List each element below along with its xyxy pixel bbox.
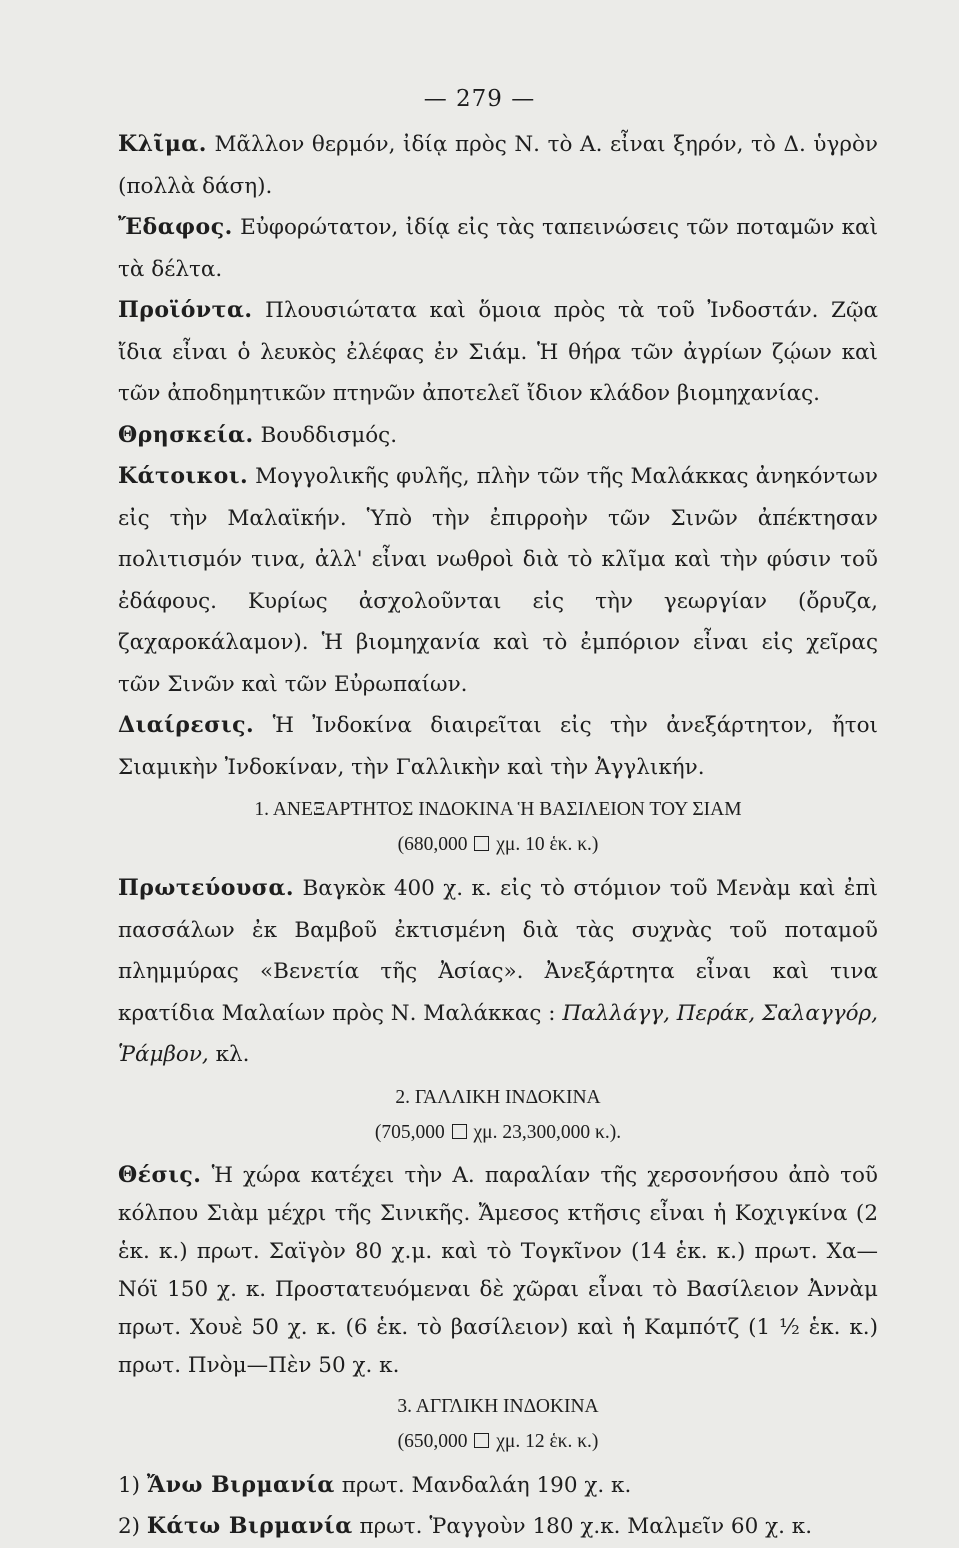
malay-states-list: Παλλάγγ, Περάκ, Σαλαγγόρ, Ῥάμβον, [118,1000,878,1067]
section-1-area-open: (680,000 [397,834,468,855]
section-1-area [118,827,878,862]
products-heading: Προϊόντα. [118,297,253,323]
section-3-area [118,1424,878,1459]
position-text: Ἡ χώρα κατέχει τὴν Α. παραλίαν τῆς χερσονήσου ἀπὸ τοῦ κόλπου Σιὰμ μέχρι τῆς Σινικῆς. Ἄμεσος κτῆσις εἶναι ἡ Κοχιγκίνα (2 ἑκ. κ.) πρωτ. Σαϊγὸν 80 χ.μ. καὶ τὸ Τογκῖνον (14 ἑκ. κ.) πρωτ. Χα—Νόϊ 150 χ. κ. Προστατευόμεναι δὲ χῶραι εἶναι τὸ Βασίλειον Ἀννὰμ πρωτ. Χουὲ 50 χ. κ. (6 ἑκ. τὸ βασίλειον) καὶ ἡ Καμπότζ (1 ½ ἑκ. κ.) πρωτ. Πνὸμ—Πὲν 50 χ. κ. [118,1162,878,1378]
soil-text: Εὐφορώτατον, ἰδίᾳ εἰς τὰς ταπεινώσεις τῶν ποταμῶν καὶ τὰ δέλτα. [118,215,878,282]
climate-paragraph [118,124,878,207]
capital-siam-tail: κλ. [215,1042,250,1067]
position-heading: Θέσις. [118,1161,202,1188]
soil-paragraph [118,207,878,290]
inhabitants-paragraph [118,456,878,705]
division-heading: Διαίρεσις. [118,712,255,738]
page-number: — 279 — [423,86,536,112]
page-body [118,124,878,1548]
position-paragraph [118,1156,878,1385]
section-2-area-open: (705,000 [374,1121,445,1143]
item-1-text: πρωτ. Μανδαλάη 190 χ. κ. [341,1472,632,1498]
soil-heading: Ἔδαφος. [118,214,233,240]
section-2-area-close: χμ. 23,300,000 κ.). [473,1121,622,1143]
square-symbol-icon [474,836,489,851]
capital-siam-heading: Πρωτεύουσα. [118,875,295,901]
section-1-title: 1. ΑΝΕΞΑΡΤΗΤΟΣ ΙΝΔΟΚΙΝΑ Ἡ ΒΑΣΙΛΕΙΟΝ ΤΟΥ ΣΙΑΜ [254,799,742,820]
capital-siam-paragraph [118,868,878,1076]
division-text: Ἡ Ἰνδοκίνα διαιρεῖται εἰς τὴν ἀνεξάρτητον, ἤτοι Σιαμικὴν Ἰνδοκίναν, τὴν Γαλλικὴν καὶ τὴν Ἀγγλικήν. [118,713,878,780]
item-2-number: 2) [118,1514,141,1539]
inhabitants-text: Μογγολικῆς φυλῆς, πλὴν τῶν τῆς Μαλάκκας ἀνηκόντων εἰς τὴν Μαλαϊκήν. Ὑπὸ τὴν ἐπιρροὴν τῶν Σινῶν ἀπέκτησαν πολιτισμόν τινα, ἀλλ' εἶναι νωθροὶ διὰ τὸ κλῖμα καὶ τὴν φύσιν τοῦ ἐδάφους. Κυρίως ἀσχολοῦνται εἰς τὴν γεωργίαν (ὄρυζα, ζαχαροκάλαμον). Ἡ βιομηχανία καὶ τὸ ἐμπόριον εἶναι εἰς χεῖρας τῶν Σινῶν καὶ τῶν Εὐρωπαίων. [118,464,878,697]
list-item-lower-burma [118,1506,878,1548]
item-2-text: πρωτ. Ῥαγγοὺν 180 χ.κ. Μαλμεῖν 60 χ. κ. [359,1514,813,1539]
section-3-area-close: χμ. 12 ἑκ. κ.) [496,1430,599,1452]
inhabitants-heading: Κάτοικοι. [118,463,249,489]
religion-paragraph [118,415,878,457]
climate-text: Μᾶλλον θερμόν, ἰδίᾳ πρὸς Ν. τὸ Α. εἶναι ξηρόν, τὸ Δ. ὑγρὸν (πολλὰ δάση). [118,132,878,199]
religion-heading: Θρησκεία. [118,421,254,448]
square-symbol-icon [474,1433,489,1448]
climate-heading: Κλῖμα. [118,131,207,157]
item-2-heading: Κάτω Βιρμανία [146,1513,353,1539]
section-3-title: 3. ΑΓΓΛΙΚΗ ΙΝΔΟΚΙΝΑ [397,1395,599,1417]
division-paragraph [118,705,878,788]
section-3-area-open: (650,000 [397,1430,468,1452]
item-1-heading: Ἄνω Βιρμανία [146,1471,335,1498]
products-paragraph [118,290,878,415]
section-2-area [118,1115,878,1150]
religion-text: Βουδδισμός. [260,422,398,448]
section-2-title: 2. ΓΑΛΛΙΚΗ ΙΝΔΟΚΙΝΑ [395,1086,601,1108]
section-1-area-close: χμ. 10 ἑκ. κ.) [496,834,599,855]
capital-siam-text: Βαγκὸκ 400 χ. κ. εἰς τὸ στόμιον τοῦ Μενὰμ καὶ ἐπὶ πασσάλων ἐκ Βαμβοῦ ἐκτισμένη διὰ τὰς συχνὰς τοῦ ποταμοῦ πλημμύρας «Βενετία τῆς Ἀσίας». Ἀνεξάρτητα εἶναι καὶ τινα κρατίδια Μαλαίων πρὸς Ν. Μαλάκκας : [118,876,878,1026]
square-symbol-icon [452,1124,467,1139]
item-1-number: 1) [118,1472,141,1498]
products-text: Πλουσιώτατα καὶ ὅμοια πρὸς τὰ τοῦ Ἰνδοστάν. Ζῷα ἴδια εἶναι ὁ λευκὸς ἐλέφας ἐν Σιάμ. Ἡ θήρα τῶν ἀγρίων ζῴων καὶ τῶν ἀποδημητικῶν πτηνῶν ἀποτελεῖ ἴδιον κλάδον βιομηχανίας. [118,298,879,406]
